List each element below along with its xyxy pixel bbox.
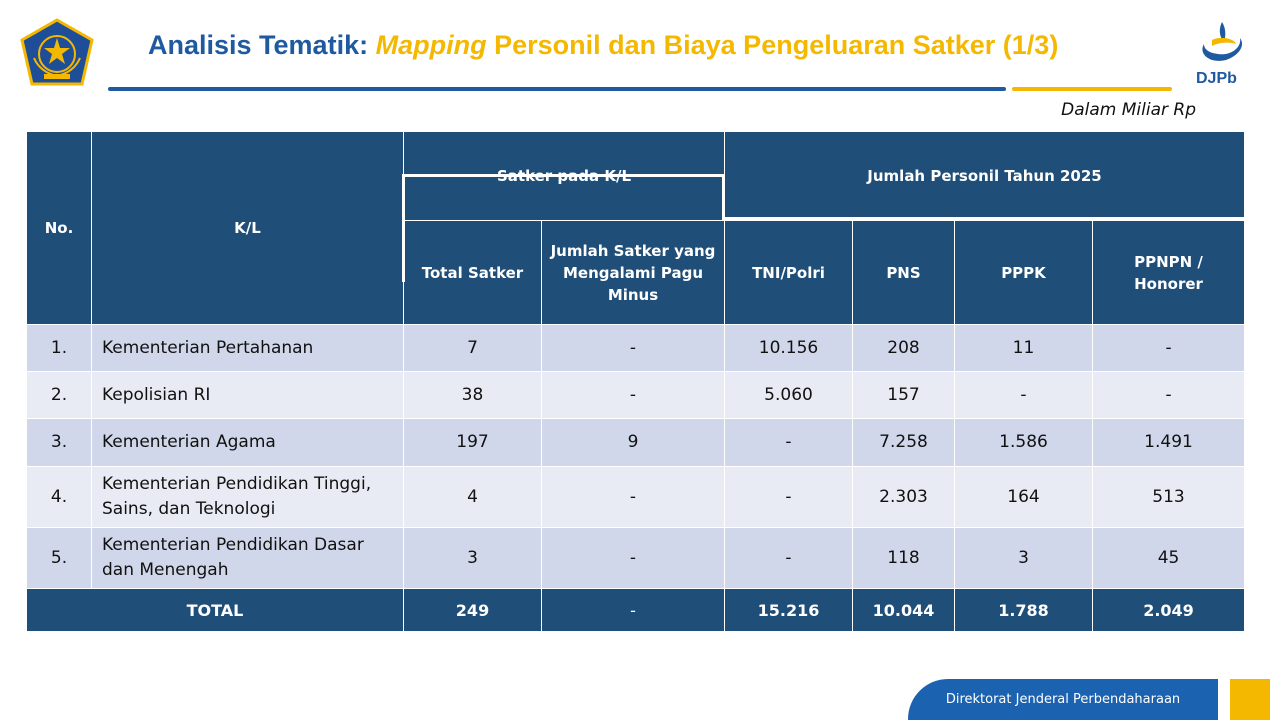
cell-pppk: 3 [955,528,1093,589]
cell-pns: 7.258 [853,419,955,467]
cell-pppk: 1.586 [955,419,1093,467]
cell-pns: 2.303 [853,467,955,528]
cell-pppk: 11 [955,325,1093,372]
cell-no: 1. [27,325,92,372]
cell-kl: Kepolisian RI [92,372,404,419]
header-pppk: PPPK [955,221,1093,325]
total-row [27,589,1245,632]
table-row [27,419,1245,467]
cell-total: 7 [404,325,542,372]
cell-tni: - [725,467,853,528]
total-tni: 15.216 [725,589,853,632]
cell-total: 3 [404,528,542,589]
cell-no: 4. [27,467,92,528]
header-personil-group: Jumlah Personil Tahun 2025 [725,132,1245,221]
cell-minus: - [542,467,725,528]
total-satker: 249 [404,589,542,632]
cell-minus: - [542,372,725,419]
page-title [148,30,1058,61]
title-underline-yellow [1012,87,1172,91]
total-label: TOTAL [27,589,404,632]
satker-header-outline-left [402,174,405,282]
header-pns: PNS [853,221,955,325]
cell-minus: 9 [542,419,725,467]
title-part2: Personil dan Biaya Pengeluaran Satker (1/3) [494,30,1059,60]
cell-kl: Kementerian Pertahanan [92,325,404,372]
cell-minus: - [542,325,725,372]
cell-no: 5. [27,528,92,589]
kemenkeu-logo [20,18,94,88]
cell-kl: Kementerian Pendidikan Tinggi, Sains, dan Teknologi [92,467,404,528]
table-row [27,467,1245,528]
total-pns: 10.044 [853,589,955,632]
cell-tni: 10.156 [725,325,853,372]
djpb-logo [1190,20,1254,92]
cell-ppnpn: 513 [1093,467,1245,528]
cell-ppnpn: 45 [1093,528,1245,589]
cell-ppnpn: 1.491 [1093,419,1245,467]
total-ppnpn: 2.049 [1093,589,1245,632]
cell-total: 38 [404,372,542,419]
cell-total: 197 [404,419,542,467]
header-no: No. [27,132,92,325]
total-minus: - [542,589,725,632]
cell-pns: 118 [853,528,955,589]
table-row [27,325,1245,372]
unit-note: Dalam Miliar Rp [1061,100,1196,120]
table-row [27,372,1245,419]
cell-total: 4 [404,467,542,528]
header-tni-polri: TNI/Polri [725,221,853,325]
table-row [27,528,1245,589]
header-kl: K/L [92,132,404,325]
footer-banner: Direktorat Jenderal Perbendaharaan [908,679,1218,720]
cell-no: 3. [27,419,92,467]
total-pppk: 1.788 [955,589,1093,632]
cell-tni: - [725,528,853,589]
satker-header-outline-right [722,174,725,220]
title-part1: Analisis Tematik: [148,30,369,60]
cell-ppnpn: - [1093,372,1245,419]
cell-pns: 157 [853,372,955,419]
cell-tni: 5.060 [725,372,853,419]
cell-pppk: 164 [955,467,1093,528]
cell-no: 2. [27,372,92,419]
cell-pppk: - [955,372,1093,419]
title-underline-blue [108,87,1006,91]
cell-kl: Kementerian Agama [92,419,404,467]
footer-accent-square [1230,679,1270,720]
cell-ppnpn: - [1093,325,1245,372]
header-ppnpn: PPNPN / Honorer [1093,221,1245,325]
cell-tni: - [725,419,853,467]
cell-kl: Kementerian Pendidikan Dasar dan Menengah [92,528,404,589]
cell-minus: - [542,528,725,589]
cell-pns: 208 [853,325,955,372]
djpb-brand-text: DJPb [1196,70,1237,87]
header-total-satker: Total Satker [404,221,542,325]
satker-header-outline-top [402,174,725,177]
personnel-table [26,131,1245,632]
title-italic: Mapping [375,30,487,60]
personil-header-outline [722,217,1244,220]
header-jumlah-satker-minus: Jumlah Satker yang Mengalami Pagu Minus [542,221,725,325]
